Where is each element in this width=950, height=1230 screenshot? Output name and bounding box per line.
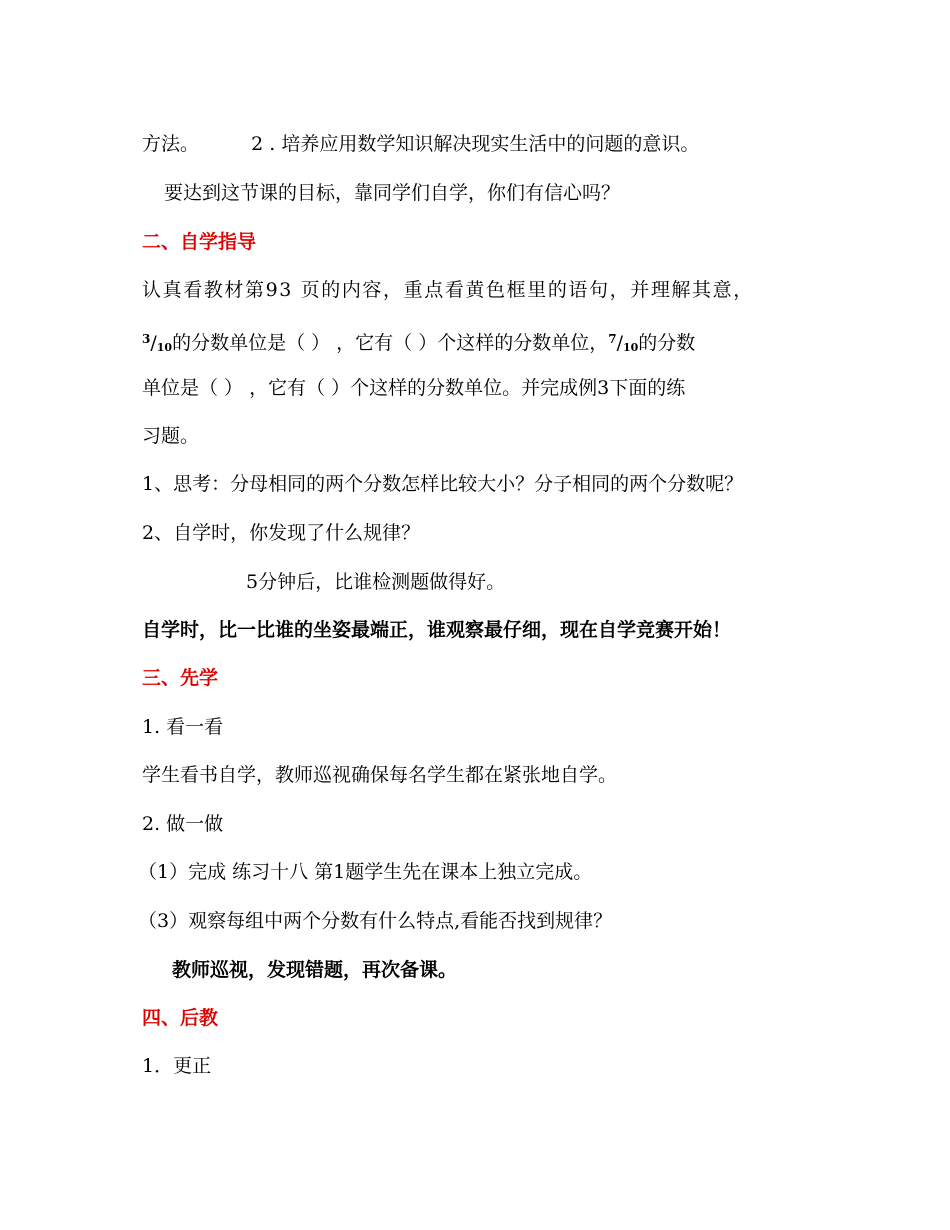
fill-blank-text: 单位是（ ） ，它有（ ）个这样的分数单位。并完成例3下面的练 (142, 377, 686, 399)
text-fragment: 习题。 (142, 425, 200, 447)
text-line (142, 327, 695, 360)
text-line (142, 132, 699, 156)
objective-2: 2 . 培养应用数学知识解决现实生活中的问题的意识。 (251, 133, 700, 155)
exercise-item-3: （3）观察每组中两个分数有什么特点,看能否找到规律？ (138, 910, 613, 932)
section-heading-teach-after: 四、后教 (142, 1007, 219, 1029)
motivation-text: 要达到这节课的目标，靠同学们自学，你们有信心吗？ (164, 182, 621, 204)
step-2-title: 2. 做一做 (142, 813, 224, 835)
instruction-text: 认真看教材第93 页的内容，重点看黄色框里的语句，并理解其意， (142, 279, 754, 301)
step-1-text: 学生看书自学，教师巡视确保每名学生都在紧张地自学。 (142, 764, 618, 786)
fraction-3-10: $^3$/10 (142, 332, 173, 354)
section-heading-self-study-guide: 二、自学指导 (142, 231, 257, 253)
fraction-7-10: $^7$/10 (608, 332, 639, 354)
text-line (142, 376, 685, 400)
fill-blank-text: 的分数单位是（ ） ，它有（ ）个这样的分数单位， (172, 332, 609, 354)
correction-item: 1．更正 (142, 1055, 212, 1077)
exercise-item-1: （1）完成 练习十八 第1题学生先在课本上独立完成。 (138, 861, 593, 883)
timing-note: 5分钟后，比谁检测题做得好。 (246, 571, 506, 593)
text-line (142, 278, 754, 302)
fill-blank-text: 的分数 (638, 332, 696, 354)
bold-instruction: 自学时，比一比谁的坐姿最端正，谁观察最仔细，现在自学竞赛开始！ (142, 619, 732, 641)
step-1-title: 1. 看一看 (142, 716, 224, 738)
question-1: 1、思考：分母相同的两个分数怎样比较大小？分子相同的两个分数呢？ (142, 473, 744, 495)
teacher-note: 教师巡视，发现错题，再次备课。 (172, 959, 458, 981)
section-heading-learn-first: 三、先学 (142, 667, 219, 689)
text-line (142, 424, 199, 448)
text-line (164, 181, 620, 205)
question-2: 2、自学时，你发现了什么规律？ (142, 522, 421, 544)
text-fragment: 方法。 (142, 133, 200, 155)
